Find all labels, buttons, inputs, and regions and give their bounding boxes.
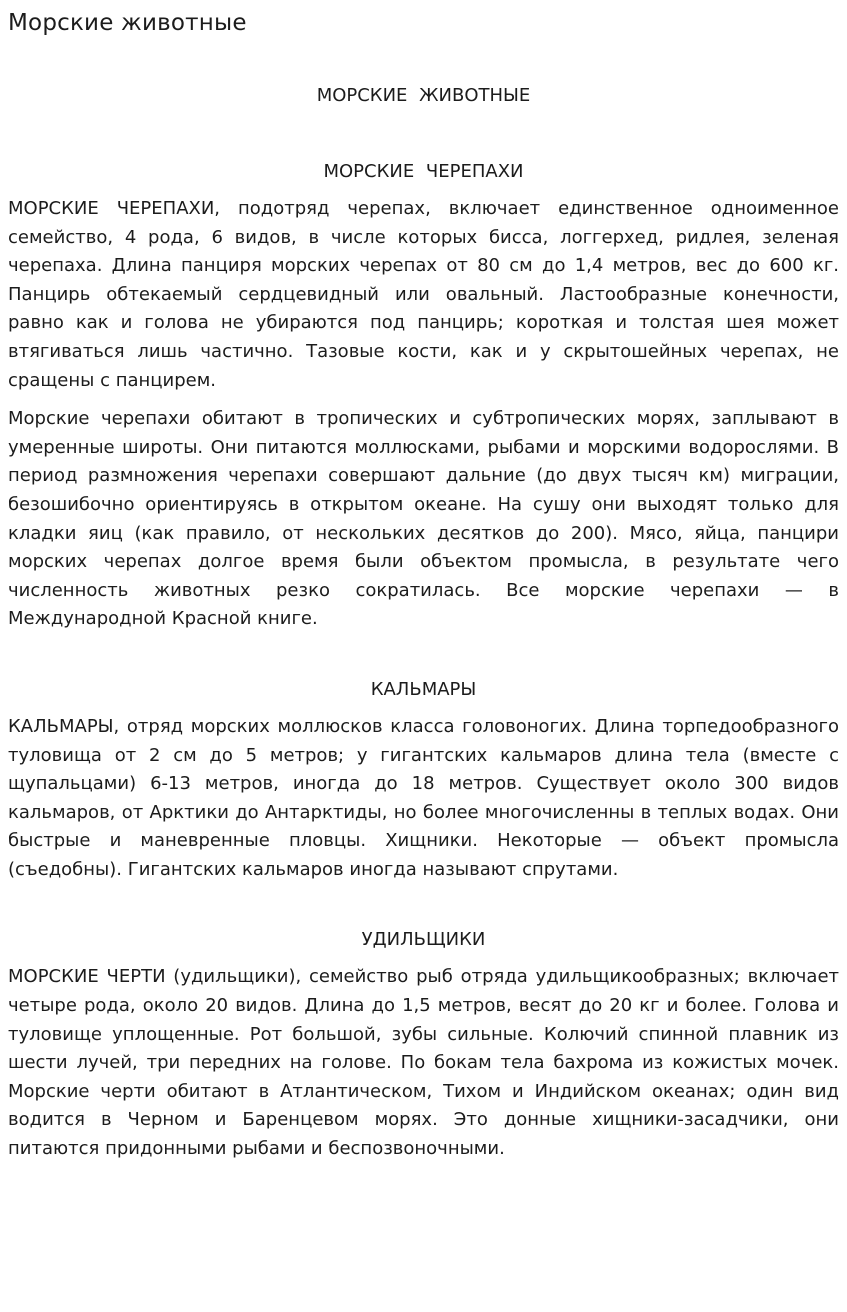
section-paragraph: Морские черепахи обитают в тропических и субтропических морях, заплывают в умеренные широты. Они питаются моллюсками, рыбами и морскими водорослями. В период размножения черепахи совершают дальние (до двух тысяч км) миграции, безошибочно ориентируясь в открытом океане. На сушу они выходят только для кладки яиц (как правило, от нескольких десятков до 200). Мясо, яйца, панцири морских черепах долгое время были объектом промысла, в результате чего численность животных резко сократилась. Все морские черепахи — в Международной Красной книге.	[8, 408, 839, 630]
section-heading: МОРСКИЕ ЧЕРЕПАХИ	[323, 161, 524, 182]
section-heading: КАЛЬМАРЫ	[370, 678, 477, 700]
section-anglerfish	[8, 928, 839, 1163]
main-heading: МОРСКИЕ ЖИВОТНЫЕ	[316, 85, 531, 106]
document-title: Морские животные	[8, 10, 247, 36]
section-paragraph: МОРСКИЕ ЧЕРЕПАХИ, подотряд черепах, включает единственное одноименное семейство, 4 рода, 6 видов, в числе которых бисса, логгерхед, ридлея, зеленая черепаха. Длина панциря морских черепах от 80 см до 1,4 метров, вес до 600 кг. Панцирь обтекаемый сердцевидный или овальный. Ластообразные конечности, равно как и голова не убираются под панцирь; короткая и толстая шея может втягиваться лишь частично. Тазовые кости, как и у скрытошейных черепах, не сращены с панцирем.	[8, 198, 839, 391]
section-squids	[8, 678, 839, 885]
section-heading: УДИЛЬЩИКИ	[361, 929, 486, 951]
section-sea-turtles	[8, 160, 839, 634]
section-paragraph: КАЛЬМАРЫ, отряд морских моллюсков класса головоногих. Длина торпедообразного туловища от 2 см до 5 метров; у гигантских кальмаров длина тела (вместе с щупальцами) 6-13 метров, иногда до 18 метров. Существует около 300 видов кальмаров, от Арктики до Антарктиды, но более многочисленны в теплых водах. Они быстрые и маневренные пловцы. Хищники. Некоторые — объект промысла (съедобны). Гигантских кальмаров иногда называют спрутами.	[8, 715, 839, 880]
section-paragraph: МОРСКИЕ ЧЕРТИ (удильщики), семейство рыб отряда удильщикообразных; включает четыре рода, около 20 видов. Длина до 1,5 метров, весят до 20 кг и более. Голова и туловище уплощенные. Рот большой, зубы сильные. Колючий спинной плавник из шести лучей, три передних на голове. По бокам тела бахрома из кожистых мочек. Морские черти обитают в Атлантическом, Тихом и Индийском океанах; один вид водится в Черном и Баренцевом морях. Это донные хищники-засадчики, они питаются придонными рыбами и беспозвоночными.	[8, 966, 839, 1160]
